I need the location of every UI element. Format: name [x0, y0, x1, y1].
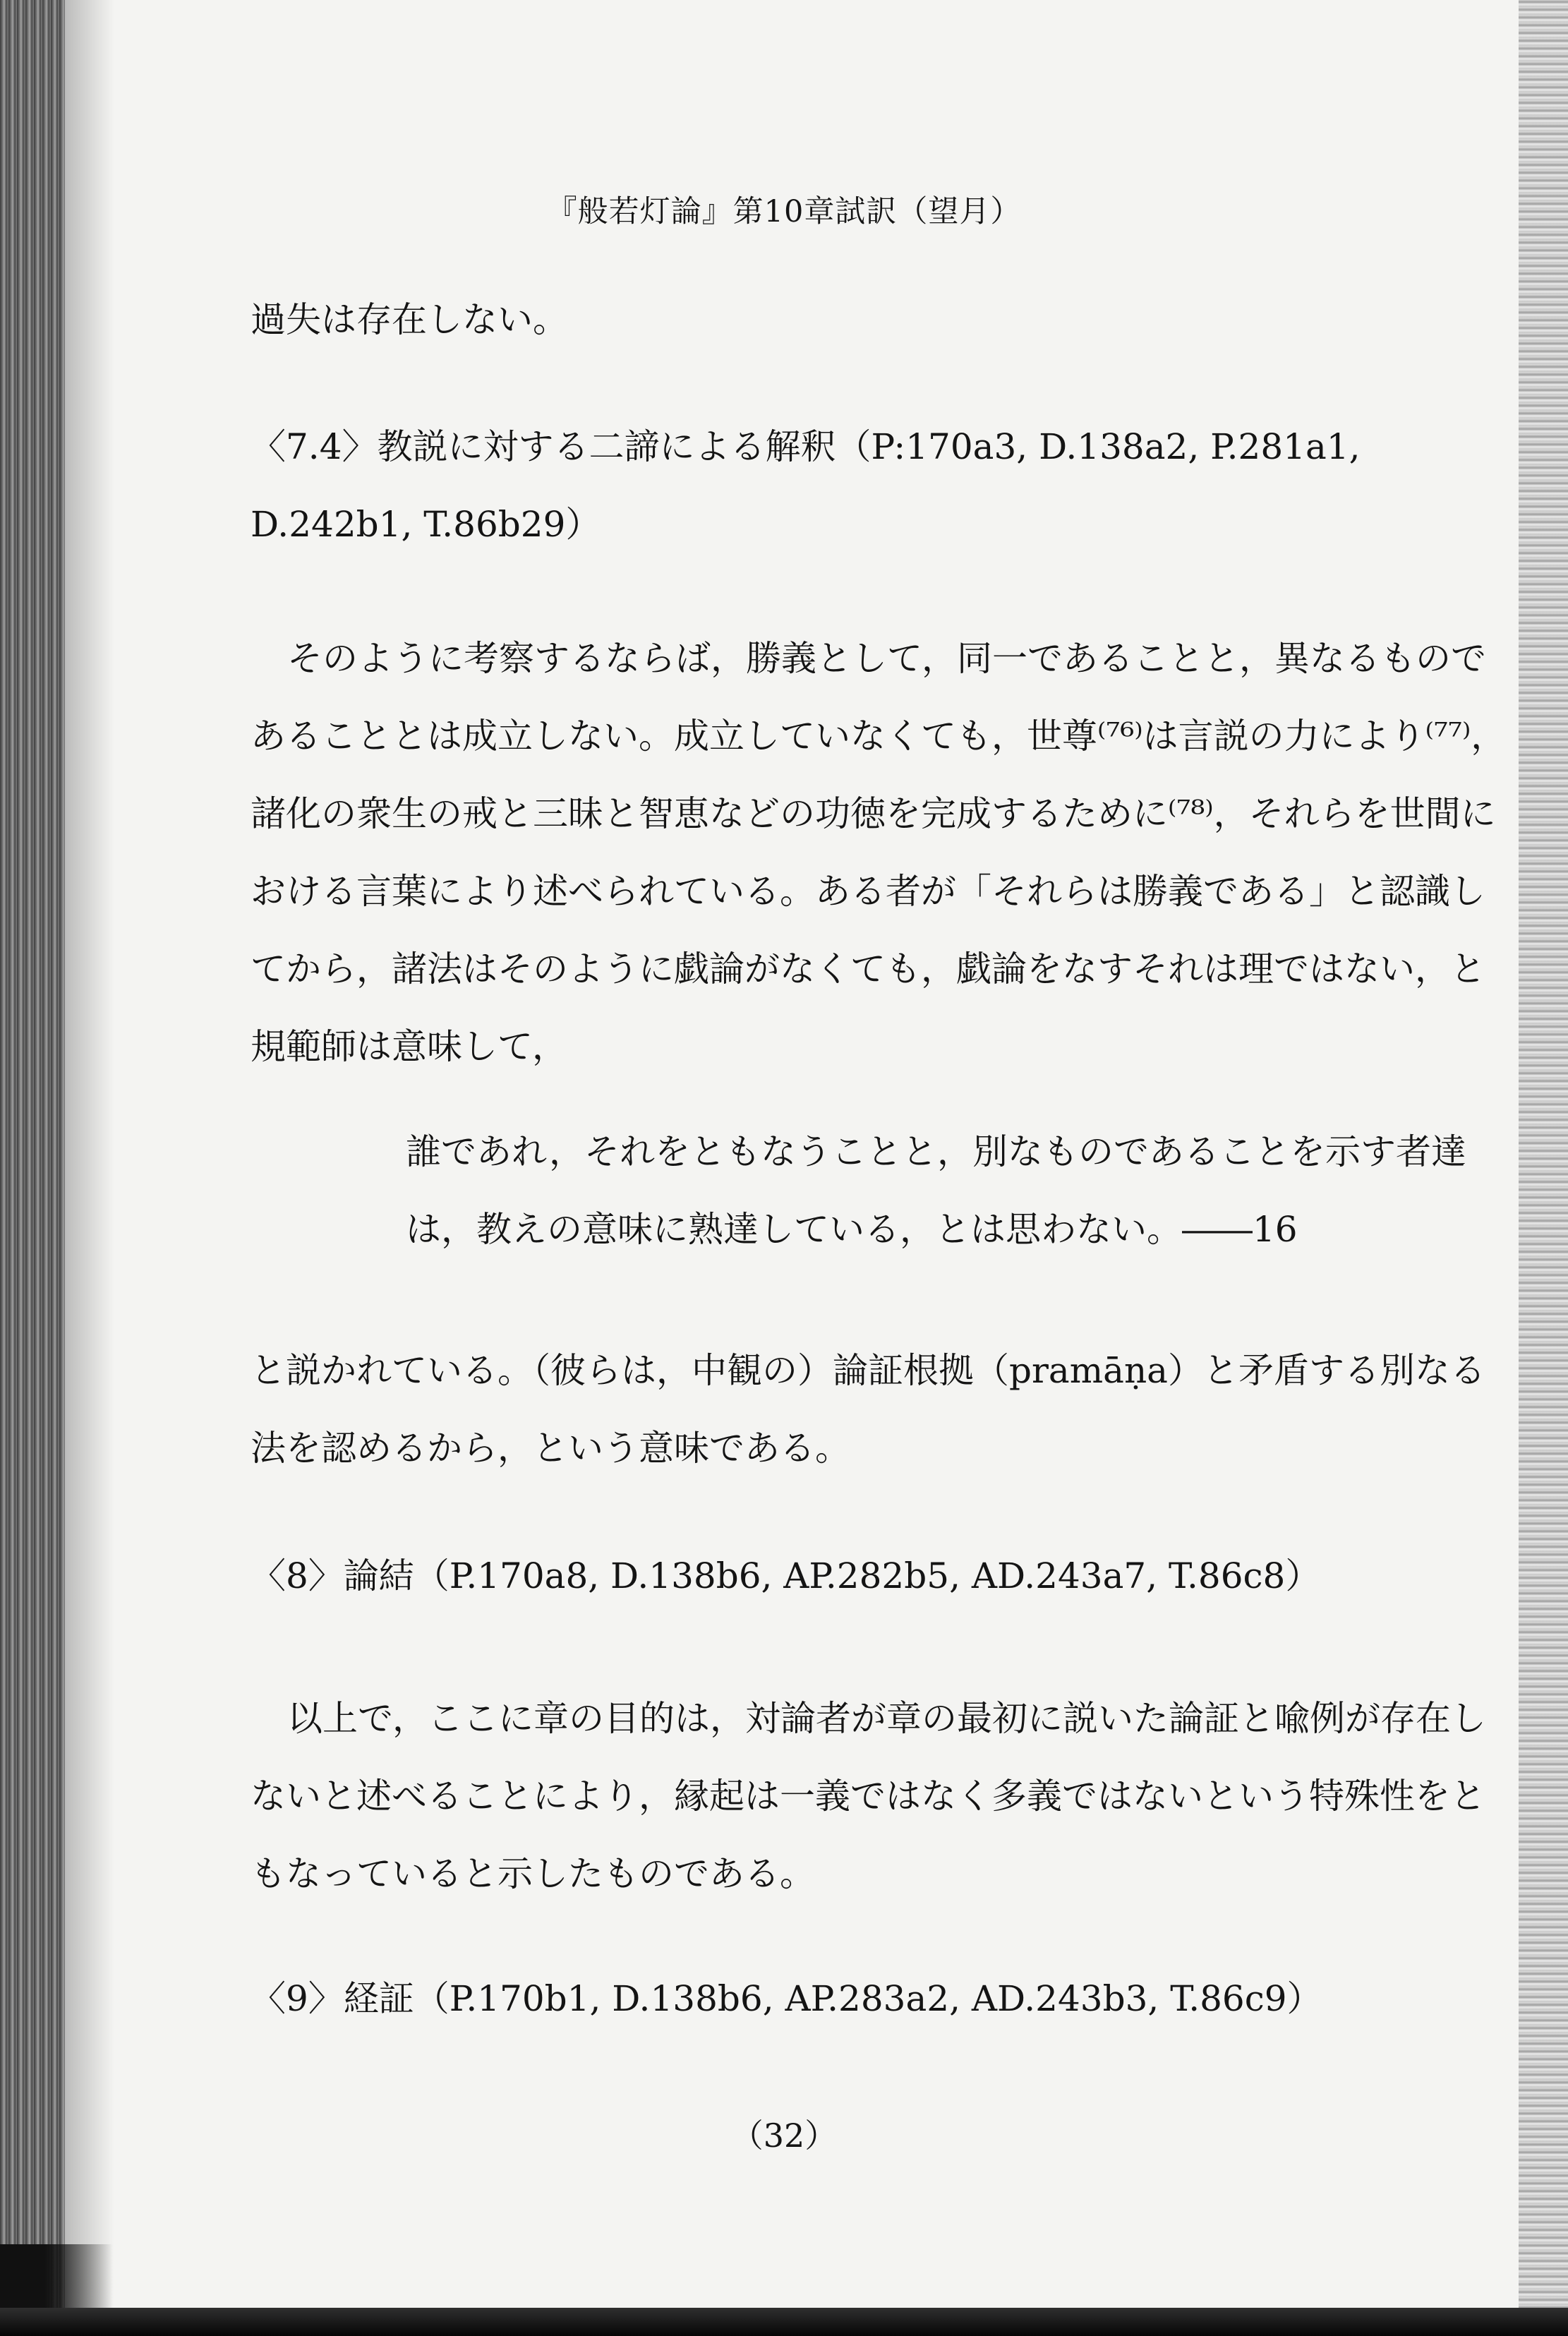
- scan-left-shadow: [65, 0, 114, 2336]
- page-number: （32）: [730, 2117, 838, 2155]
- section-heading-8: 〈8〉論結（P.170a8, D.138b6, AP.282b5, AD.243a7, T.86c8）: [251, 1555, 1321, 1596]
- scan-bottom-edge: [0, 2308, 1568, 2336]
- paragraph-2: そのように考察するならば，勝義として，同一であることと，異なるものであることとは成立しない。成立していなくても，世尊⁽⁷⁶⁾は言説の力により⁽⁷⁷⁾，諸化の衆生の戒と三昧と智恵などの功徳を完成するために⁽⁷⁸⁾，それらを世間における言葉により述べられている。ある者が「それらは勝義である」と認識してから，諸法はそのように戯論がなくても，戯論をなすそれは理ではない，と規範師は意味して，: [251, 638, 1507, 1067]
- section-heading-9: 〈9〉経証（P.170b1, D.138b6, AP.283a2, AD.243b3, T.86c9）: [251, 1978, 1322, 2019]
- scan-corner-shadow: [0, 2244, 113, 2308]
- verse-16: 誰であれ，それをともなうことと，別なものであることを示す者達は，教えの意味に熟達している，とは思わない。――16: [406, 1131, 1466, 1250]
- scan-right-edge: [1519, 0, 1568, 2336]
- paragraph-3: と説かれている。（彼らは，中観の）論証根拠（pramāṇa）と矛盾する別なる法を認めるから，という意味である。: [251, 1350, 1485, 1469]
- scan-left-edge: [0, 0, 65, 2336]
- section-heading-7-4: 〈7.4〉教説に対する二諦による解釈（P:170a3, D.138a2, P.281a1, D.242b1, T.86b29）: [251, 426, 1361, 545]
- running-header: 『般若灯論』第10章試訳（望月）: [546, 194, 1022, 229]
- paragraph-1: 過失は存在しない。: [251, 299, 568, 340]
- paragraph-4: 以上で，ここに章の目的は，対論者が章の最初に説いた論証と喩例が存在しないと述べることにより，縁起は一義ではなく多義ではないという特殊性をともなっていると示したものである。: [251, 1698, 1486, 1894]
